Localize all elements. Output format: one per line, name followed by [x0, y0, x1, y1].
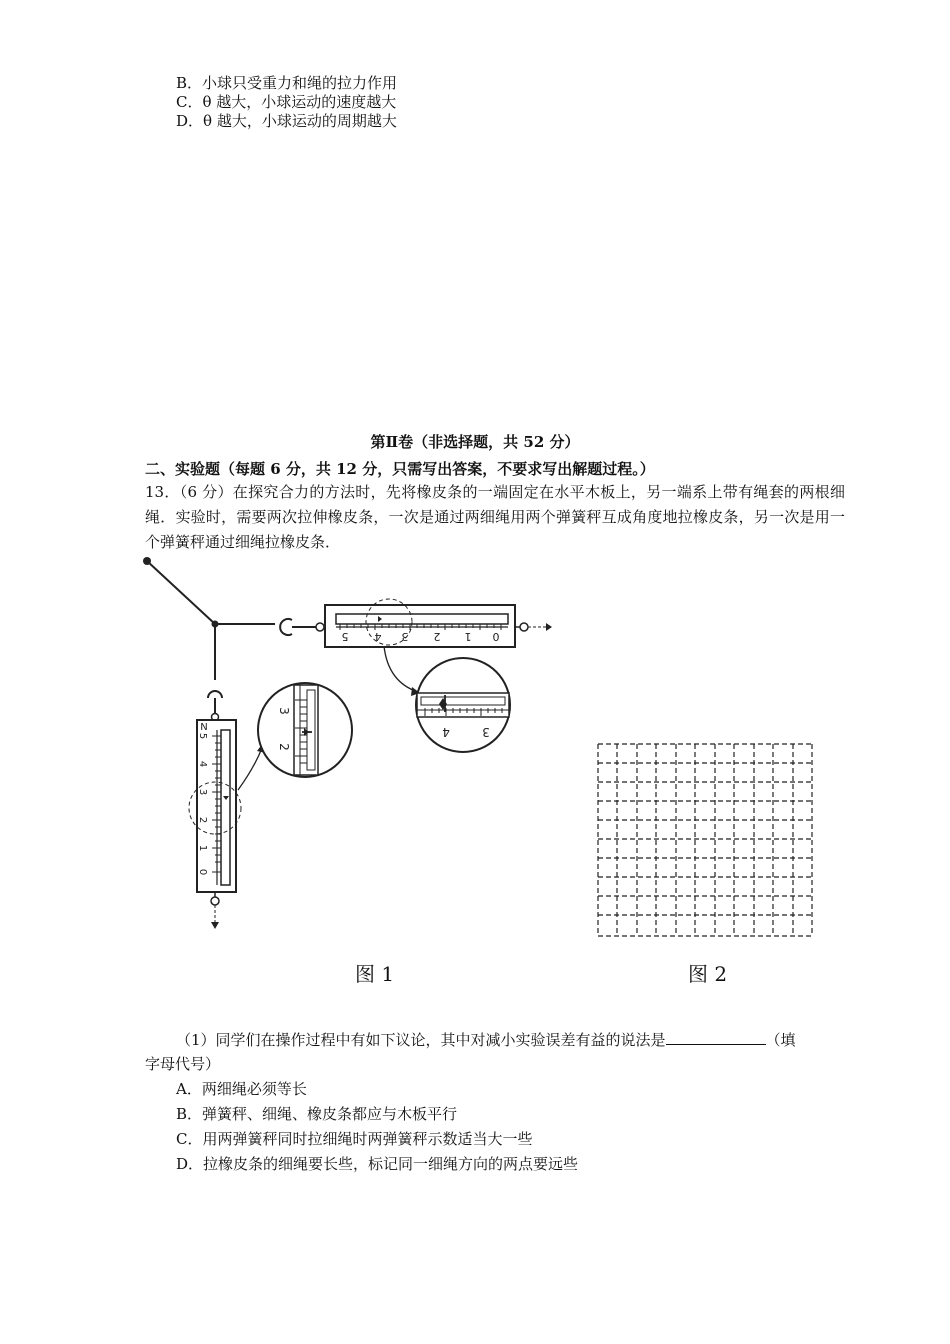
- question-number: 13．（6 分）: [145, 483, 233, 501]
- figure-2-grid: [598, 744, 812, 936]
- h-tick-1: 1: [464, 630, 472, 643]
- option-letter: C．: [176, 93, 203, 111]
- question-text: 在探究合力的方法时，先将橡皮条的一端固定在水平木板上，另一端系上带有绳套的两根细绳．实验时，需要两次拉伸橡皮条，一次是通过两细绳用两个弹簧秤互成角度地拉橡皮条，另一次是用一个弹簧秤通过细绳拉橡皮条．: [145, 483, 845, 551]
- sub-option-b: [176, 1105, 457, 1124]
- zoom-arrow-h: [384, 646, 418, 692]
- h-tick-2: 2: [433, 630, 441, 643]
- v-tick-n: N: [200, 722, 208, 733]
- h-tick-5: 5: [341, 630, 349, 643]
- option-text: 拉橡皮条的细绳要长些，标记同一细绳方向的两点要远些: [203, 1155, 579, 1173]
- v-tick-5: 5: [197, 732, 208, 740]
- figure-2-label: 图 2: [688, 962, 728, 986]
- v-tick-1: 1: [197, 844, 208, 852]
- vertical-zoom-circle: [258, 683, 352, 777]
- sub-question-1-stem: [176, 1030, 796, 1050]
- vertical-spring-balance: [189, 691, 241, 929]
- h-tick-0: 0: [492, 630, 500, 643]
- section-heading: 二、实验题（每题 6 分，共 12 分，只需写出答案，不要求写出解题过程。）: [145, 460, 655, 478]
- option-letter: C．: [176, 1130, 203, 1148]
- sub-option-a: [176, 1080, 307, 1099]
- v-tick-3: 3: [197, 788, 208, 796]
- option-letter: B．: [176, 74, 203, 92]
- option-letter: B．: [176, 1105, 203, 1123]
- horizontal-zoom-circle: [416, 658, 510, 752]
- sub-option-c: [176, 1130, 533, 1149]
- h-tick-4: 4: [374, 630, 382, 643]
- v-tick-4: 4: [197, 760, 208, 768]
- zoom-h-tick-3: 3: [482, 725, 490, 739]
- option-text: θ 越大，小球运动的周期越大: [203, 112, 397, 130]
- prev-option-b: [176, 74, 397, 93]
- zoom-h-tick-4: 4: [442, 725, 450, 739]
- question-13-stem: [145, 480, 845, 555]
- option-text: 弹簧秤、细绳、橡皮条都应与木板平行: [202, 1105, 458, 1123]
- sub-question-text: （1）同学们在操作过程中有如下议论，其中对减小实验误差有益的说法是: [176, 1031, 666, 1049]
- v-tick-2: 2: [197, 816, 208, 824]
- h-tick-3: 3: [401, 630, 409, 643]
- option-text: 小球只受重力和绳的拉力作用: [202, 74, 398, 92]
- sub-question-1-stem-line2: 字母代号）: [145, 1055, 221, 1073]
- zoom-v-tick-3: 3: [277, 707, 291, 715]
- horizontal-spring-balance: [280, 599, 552, 647]
- fixed-point: [143, 557, 151, 565]
- sub-question-text-after: （填: [765, 1031, 796, 1049]
- sub-option-d: [176, 1155, 578, 1174]
- figure-1-label: 图 1: [355, 962, 395, 986]
- knot: [212, 621, 219, 628]
- option-text: 用两弹簧秤同时拉细绳时两弹簧秤示数适当大一些: [202, 1130, 533, 1148]
- v-tick-0: 0: [197, 868, 208, 876]
- option-letter: D．: [176, 1155, 204, 1173]
- option-text: θ 越大，小球运动的速度越大: [202, 93, 397, 111]
- prev-option-c: [176, 93, 396, 112]
- part-title: 第Ⅱ卷（非选择题，共 52 分）: [370, 433, 580, 451]
- figure-area: [0, 550, 950, 980]
- zoom-arrow-v: [238, 748, 262, 790]
- knot-and-strings: [147, 561, 275, 680]
- answer-blank[interactable]: [666, 1030, 766, 1045]
- option-letter: A．: [176, 1080, 202, 1098]
- option-letter: D．: [176, 112, 204, 130]
- option-text: 两细绳必须等长: [201, 1080, 307, 1098]
- zoom-v-tick-2: 2: [277, 743, 291, 751]
- prev-option-d: [176, 112, 397, 131]
